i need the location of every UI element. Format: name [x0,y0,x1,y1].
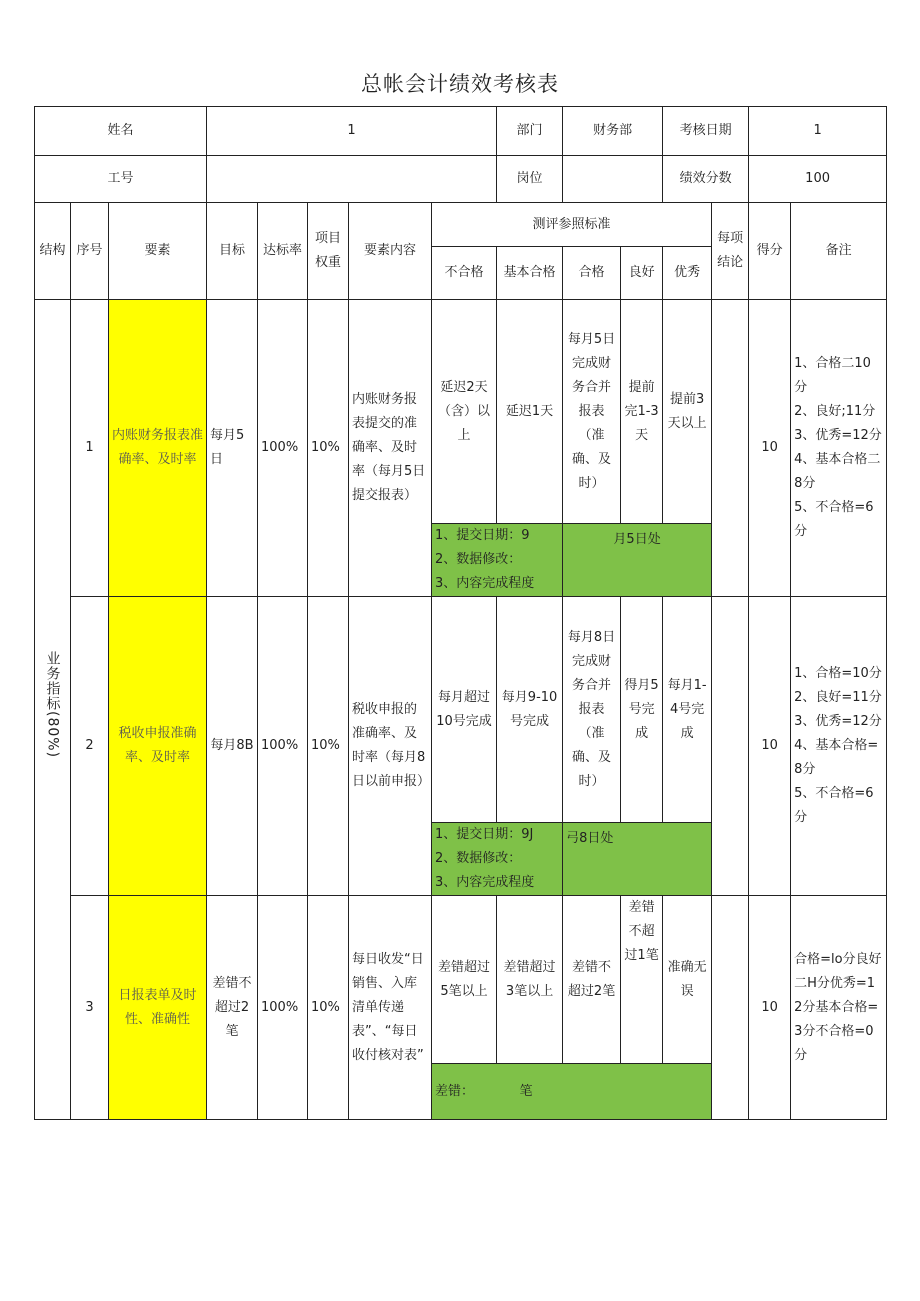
header-element: 要素 [109,203,207,300]
row-seq: 2 [71,597,109,896]
score-value[interactable]: 100 [749,156,887,203]
dept-label: 部门 [497,107,563,156]
row-conclusion[interactable] [712,896,749,1120]
remark-line: 2、良好=11分 [794,690,882,705]
remark-line: 1、合格二10分 [794,356,871,395]
criteria-line: 3、内容完成程度 [435,576,535,591]
row-score: 10 [749,300,791,597]
id-value[interactable] [207,156,497,203]
row-fail: 差错超过5笔以上 [432,896,497,1064]
row-pass: 每月8日完成财务合并报表（准确、及时） [563,597,621,823]
header-good: 良好 [621,247,663,300]
remark-line: 3、优秀=12分 [794,714,882,729]
header-target: 目标 [207,203,258,300]
row-excellent: 提前3天以上 [663,300,712,524]
remark-line: 5、不合格=6分 [794,500,874,539]
header-weight: 项目权重 [308,203,349,300]
row-basic: 差错超过3笔以上 [497,896,563,1064]
header-score: 得分 [749,203,791,300]
header-criteria: 测评参照标准 [432,203,712,247]
score-label: 绩效分数 [663,156,749,203]
row-good: 提前完1-3天 [621,300,663,524]
header-structure: 结构 [35,203,71,300]
green-criteria [432,823,563,896]
row-pass: 每月5日完成财务合并报表（准确、及时） [563,300,621,524]
table-row [35,597,887,823]
row-content: 每日收发“日销售、入库清单传递表”、“每日收付核对表” [349,896,432,1120]
row-weight: 10% [308,300,349,597]
row-target: 每月8B [207,597,258,896]
category-label: 业务指标(80%) [44,651,61,759]
row-pass: 差错不超过2笔 [563,896,621,1064]
criteria-line: 2、数据修改： [435,552,522,567]
category-cell [35,300,71,1120]
row-good: 差错不超过1笔 [621,896,663,1064]
row-seq: 3 [71,896,109,1120]
row-remark [791,300,887,597]
header-seq: 序号 [71,203,109,300]
row-rate: 100% [258,300,308,597]
assessment-table [34,106,887,1120]
info-row-1 [35,107,887,156]
table-row [35,896,887,1064]
criteria-line: 1、提交日期：9 [435,528,530,543]
row-rate: 100% [258,597,308,896]
dept-value[interactable]: 财务部 [563,107,663,156]
row-rate: 100% [258,896,308,1120]
row-excellent: 准确无误 [663,896,712,1064]
row-good: 得月5号完成 [621,597,663,823]
row-target: 每月5日 [207,300,258,597]
green-criteria: 差错： 笔 [432,1064,712,1120]
row-conclusion[interactable] [712,597,749,896]
row-remark: 合格=lo分良好二H分优秀=12分基本合格=3分不合格=0分 [791,896,887,1120]
header-remark: 备注 [791,203,887,300]
row-content: 税收申报的准确率、及时率（每月8日以前申报） [349,597,432,896]
criteria-line: 3、内容完成程度 [435,875,535,890]
date-label: 考核日期 [663,107,749,156]
remark-line: 3、优秀=12分 [794,428,882,443]
post-value[interactable] [563,156,663,203]
row-fail: 每月超过10号完成 [432,597,497,823]
remark-line: 5、不合格=6分 [794,786,874,825]
row-basic: 延迟1天 [497,300,563,524]
row-weight: 10% [308,597,349,896]
green-criteria [432,524,563,597]
row-fail: 延迟2天（含）以上 [432,300,497,524]
table-row [35,300,887,524]
criteria-line: 2、数据修改： [435,851,522,866]
header-excellent: 优秀 [663,247,712,300]
header-row-1 [35,203,887,247]
row-seq: 1 [71,300,109,597]
remark-line: 4、基本合格二8分 [794,452,881,491]
name-value[interactable]: 1 [207,107,497,156]
remark-line: 2、良好;11分 [794,404,876,419]
post-label: 岗位 [497,156,563,203]
row-score: 10 [749,597,791,896]
date-value[interactable]: 1 [749,107,887,156]
header-pass: 合格 [563,247,621,300]
header-fail: 不合格 [432,247,497,300]
row-excellent: 每月1-4号完成 [663,597,712,823]
page-title: 总帐会计绩效考核表 [361,72,559,96]
header-basic: 基本合格 [497,247,563,300]
row-target: 差错不超过2笔 [207,896,258,1120]
row-element: 日报表单及时性、准确性 [109,896,207,1120]
header-rate: 达标率 [258,203,308,300]
row-element: 税收申报准确率、及时率 [109,597,207,896]
green-deadline: 月5日处 [563,524,712,597]
row-score: 10 [749,896,791,1120]
criteria-line: 1、提交日期：9J [435,827,534,842]
green-deadline: 弓8日处 [563,823,712,896]
row-conclusion[interactable] [712,300,749,597]
header-conclusion: 每项结论 [712,203,749,300]
row-element: 内账财务报表准确率、及时率 [109,300,207,597]
name-label: 姓名 [35,107,207,156]
header-content: 要素内容 [349,203,432,300]
remark-line: 1、合格=10分 [794,666,882,681]
remark-line: 4、基本合格=8分 [794,738,879,777]
info-row-2 [35,156,887,203]
row-weight: 10% [308,896,349,1120]
row-remark [791,597,887,896]
row-basic: 每月9-10号完成 [497,597,563,823]
row-content: 内账财务报表提交的准确率、及时率（每月5日提交报表） [349,300,432,597]
id-label: 工号 [35,156,207,203]
